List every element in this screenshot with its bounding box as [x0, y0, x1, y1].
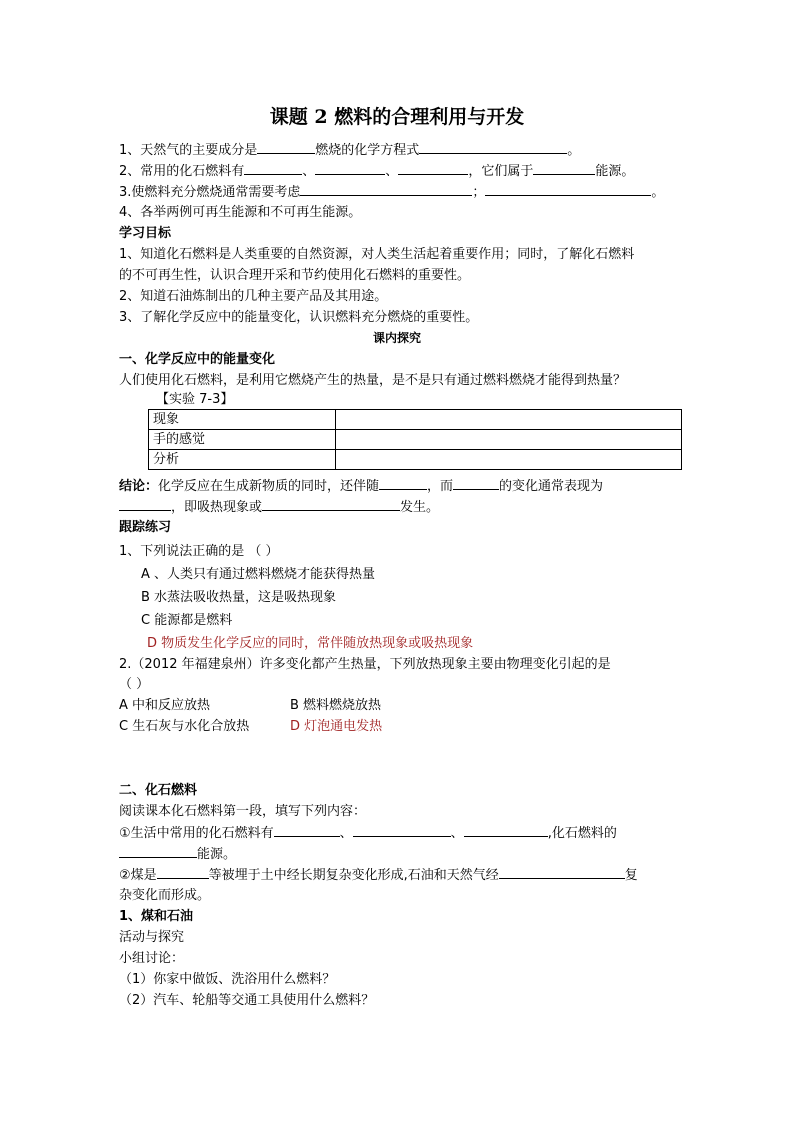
section1-question: 人们使用化石燃料，是利用它燃烧产生的热量，是不是只有通过燃料燃烧才能得到热量？ — [119, 373, 627, 388]
objectives-heading: 学习目标 — [119, 226, 172, 241]
table-row — [149, 410, 682, 430]
preview-q3: 3.使燃料充分燃烧通常需要考虑 ； 。 — [119, 182, 664, 202]
activity-label: 活动与探究 — [119, 930, 185, 945]
table-cell-value[interactable] — [336, 450, 682, 470]
fossil-q1-line2: 能源。 — [119, 844, 236, 864]
blank[interactable] — [300, 182, 472, 196]
blank[interactable] — [453, 476, 499, 490]
table-cell-label: 分析 — [149, 450, 336, 470]
section1-heading: 一、化学反应中的能量变化 — [119, 352, 276, 367]
blank[interactable] — [464, 823, 548, 837]
preview-q4: 4、各举两例可再生能源和不可再生能源。 — [119, 205, 362, 220]
q1-option-a: A 、人类只有通过燃料燃烧才能获得热量 — [141, 567, 376, 582]
blank[interactable] — [157, 865, 209, 879]
subsection-coal-oil: 1、煤和石油 — [119, 909, 194, 924]
blank[interactable] — [499, 865, 625, 879]
q1-option-d-answer: D 物质发生化学反应的同时，常伴随放热现象或吸热现象 — [147, 636, 474, 651]
fossil-q2-line2: 杂变化而形成。 — [119, 888, 211, 903]
blank[interactable] — [379, 476, 427, 490]
practice-heading: 跟踪练习 — [119, 520, 172, 535]
objective-line: 2、知道石油炼制出的几种主要产品及其用途。 — [119, 289, 388, 304]
blank[interactable] — [533, 161, 595, 175]
table-cell-value[interactable] — [336, 410, 682, 430]
blank[interactable] — [485, 182, 651, 196]
blank[interactable] — [262, 497, 400, 511]
blank[interactable] — [353, 823, 451, 837]
experiment-table — [148, 409, 682, 470]
q1-option-b: B 水蒸法吸收热量，这是吸热现象 — [141, 590, 337, 605]
objective-line: 的不可再生性，认识合理开采和节约使用化石燃料的重要性。 — [119, 268, 471, 283]
practice-q2: 2.（2012 年福建泉州）许多变化都产生热量，下列放热现象主要由物理变化引起的是 — [119, 657, 611, 672]
page-title: 课题 2 燃料的合理利用与开发 — [269, 106, 525, 128]
blank[interactable] — [315, 161, 385, 175]
experiment-label: 【实验 7-3】 — [156, 392, 234, 407]
discussion-q2: （2）汽车、轮船等交通工具使用什么燃料？ — [119, 993, 375, 1008]
table-row — [149, 430, 682, 450]
q1-option-c: C 能源都是燃料 — [141, 613, 233, 628]
fossil-q1-line1: ①生活中常用的化石燃料有 、 、 ,化石燃料的 — [119, 823, 617, 843]
objective-line: 1、知道化石燃料是人类重要的自然资源，对人类生活起着重要作用；同时，了解化石燃料 — [119, 247, 635, 262]
inquiry-heading: 课内探究 — [372, 331, 421, 345]
section2-intro: 阅读课本化石燃料第一段，填写下列内容： — [119, 804, 367, 819]
blank[interactable] — [119, 844, 197, 858]
blank[interactable] — [398, 161, 468, 175]
table-cell-label: 手的感觉 — [149, 430, 336, 450]
q2-option-d-answer: D 灯泡通电发热 — [290, 719, 383, 734]
conclusion-line1: 结论：化学反应在生成新物质的同时，还伴随 ，而 的变化通常表现为 — [119, 476, 603, 496]
preview-q2: 2、常用的化石燃料有 、 、 ，它们属于 能源。 — [119, 161, 634, 181]
table-cell-value[interactable] — [336, 430, 682, 450]
blank[interactable] — [257, 140, 315, 154]
preview-q1: 1、天然气的主要成分是 燃烧的化学方程式 。 — [119, 140, 580, 160]
q2-option-c: C 生石灰与水化合放热 — [119, 719, 250, 734]
fossil-q2-line1: ②煤是 等被埋于土中经长期复杂变化形成,石油和天然气经 复 — [119, 865, 638, 885]
blank[interactable] — [244, 161, 302, 175]
blank[interactable] — [419, 140, 567, 154]
conclusion-line2: ，即吸热现象或 发生。 — [119, 497, 439, 517]
table-row — [149, 450, 682, 470]
discussion-label: 小组讨论： — [119, 951, 185, 966]
table-cell-label: 现象 — [149, 410, 336, 430]
discussion-q1: （1）你家中做饭、洗浴用什么燃料？ — [119, 972, 336, 987]
section2-heading: 二、化石燃料 — [119, 783, 198, 798]
practice-q2-paren: （ ） — [119, 677, 150, 692]
q2-option-a: A 中和反应放热 — [119, 698, 211, 713]
q2-option-b: B 燃料燃烧放热 — [290, 698, 382, 713]
practice-q1: 1、下列说法正确的是 （ ） — [119, 544, 279, 559]
objective-line: 3、了解化学反应中的能量变化，认识燃料充分燃烧的重要性。 — [119, 310, 479, 325]
blank[interactable] — [274, 823, 340, 837]
blank[interactable] — [119, 497, 171, 511]
